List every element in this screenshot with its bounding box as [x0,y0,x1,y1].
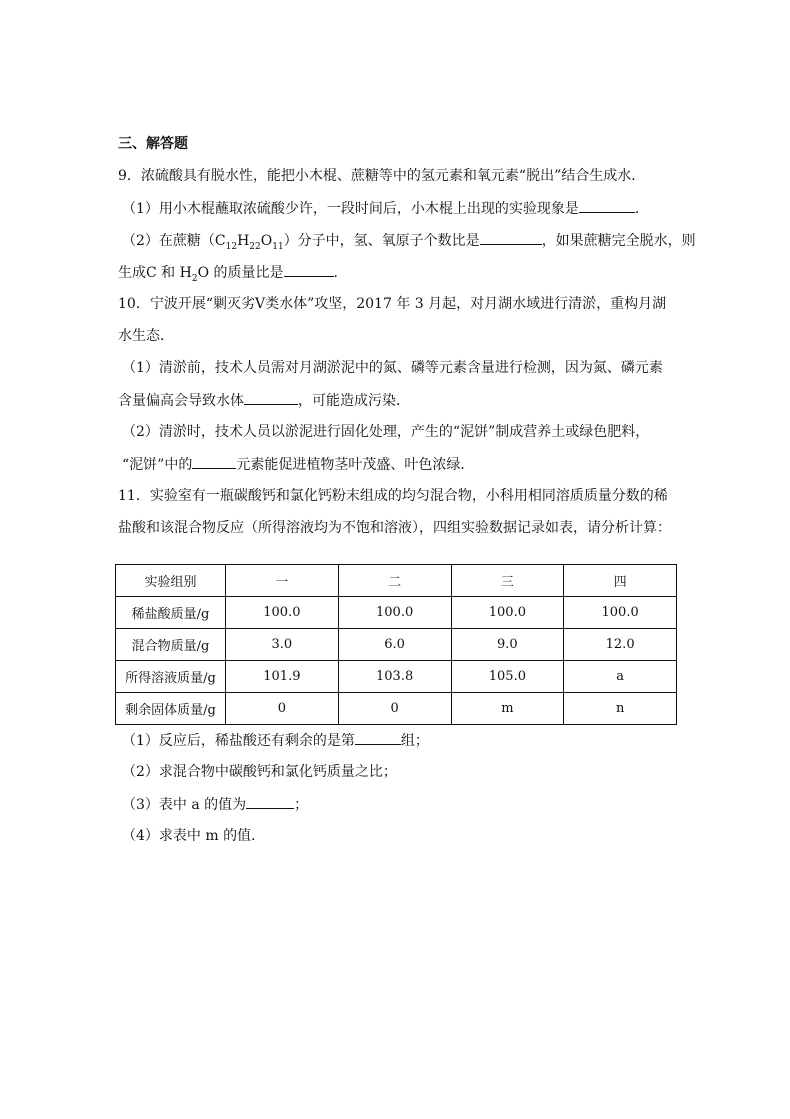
table-row [116,597,677,629]
q9-part2-question: ）分子中，氢、氧原子个数比是 [283,233,480,249]
q10-part1-line2 [118,390,410,411]
q9-part2-sub-h: 22 [249,241,261,252]
q10-stem-line2: 水生态． [118,328,174,344]
table-cell: n [564,693,677,725]
q11-part1-end: 组； [400,733,429,749]
table-header-cell: 三 [451,565,564,597]
table-row [116,629,677,661]
section-heading: 三、解答题 [118,136,188,152]
q9-part2-sub-c: 12 [225,241,238,252]
table-header-cell: 四 [564,565,677,597]
table-cell: 100.0 [564,597,677,629]
table-cell: m [451,693,564,725]
q9-part2-line2-end: ． [333,265,348,281]
q9-part2-blank-2 [284,262,334,277]
q10-part1-line1: （1）清淤前，技术人员需对月湖淤泥中的氮、磷等元素含量进行检测，因为氮、磷元素 [122,360,663,376]
table-cell: 12.0 [564,629,677,661]
q9-part2-line2-text: 生成C 和 H [118,265,192,281]
table-cell: 0 [338,693,451,725]
q9-stem: 9．浓硫酸具有脱水性，能把小木棍、蔗糖等中的氢元素和氧元素“脱出”结合生成水． [118,168,646,184]
q10-part2-end: 元素能促进植物茎叶茂盛、叶色浓绿． [236,457,475,473]
table-cell: 103.8 [338,661,451,693]
table-cell: 100.0 [451,597,564,629]
q11-part2: （2）求混合物中碳酸钙和氯化钙质量之比； [122,764,397,780]
table-cell: 100.0 [226,597,339,629]
table-header-row [116,565,677,597]
table-row [116,693,677,725]
q9-part2-line2-question: O 的质量比是 [197,265,284,281]
q11-stem-line2: 盐酸和该混合物反应（所得溶液均为不饱和溶液），四组实验数据记录如表，请分析计算： [118,520,671,536]
q11-part4: （4）求表中 m 的值． [122,828,266,844]
table-cell: 101.9 [226,661,339,693]
q11-part1-blank [355,730,401,745]
q9-part2-line2 [118,262,348,283]
q10-part2-line2 [122,454,474,475]
table-row-label: 剩余固体质量/g [116,693,226,725]
q11-stem-line1: 11．实验室有一瓶碳酸钙和氯化钙粉末组成的均匀混合物，小科用相同溶质质量分数的稀 [118,488,668,504]
q10-part1-blank [244,390,298,405]
table-row [116,661,677,693]
q11-part1 [122,730,429,751]
table-header-cell: 实验组别 [116,565,226,597]
table-cell: 3.0 [226,629,339,661]
experiment-data-table [115,564,677,725]
table-row-label: 所得溶液质量/g [116,661,226,693]
q10-stem-line1: 10．宁波开展“剿灭劣Ⅴ类水体”攻坚，2017 年 3 月起，对月湖水域进行清淤，重构月湖 [118,296,667,312]
q9-part1-text: （1）用小木棍蘸取浓硫酸少许，一段时间后，小木棍上出现的实验现象是 [122,201,579,217]
table-cell: 6.0 [338,629,451,661]
q11-part3-blank [246,794,294,809]
q10-part1-text: 含量偏高会导致水体 [118,393,244,409]
q9-part2 [122,230,696,251]
q9-part2-text: （2）在蔗糖（C [122,233,226,249]
q10-part2-blank [192,454,236,469]
q11-part1-text: （1）反应后，稀盐酸还有剩余的是第 [122,733,355,749]
q11-part3-text: （3）表中 a 的值为 [122,797,247,813]
q10-part2-text: “泥饼”中的 [122,457,193,473]
table-header-cell: 一 [226,565,339,597]
table-cell: a [564,661,677,693]
q9-part2-line2-sub: 2 [191,273,198,284]
q9-part2-sub-o: 11 [272,241,284,252]
table-cell: 9.0 [451,629,564,661]
q9-part2-cont: ，如果蔗糖完全脱水，则 [541,233,696,249]
q9-part2-blank-1 [480,230,542,245]
q11-part3-end: ； [294,797,309,813]
table-row-label: 稀盐酸质量/g [116,597,226,629]
table-cell: 100.0 [338,597,451,629]
q9-part1-blank [579,198,635,213]
table-cell: 105.0 [451,661,564,693]
q11-part3 [122,794,308,815]
q9-part2-h: H [237,233,250,249]
q9-part1 [122,198,649,219]
q10-part2-line1: （2）清淤时，技术人员以淤泥进行固化处理，产生的“泥饼”制成营养土或绿色肥料， [122,424,650,440]
q9-part2-o: O [260,233,273,249]
q10-part1-end: ，可能造成污染． [298,393,410,409]
q9-part1-end: ． [634,201,649,217]
table-header-cell: 二 [338,565,451,597]
table-row-label: 混合物质量/g [116,629,226,661]
table-cell: 0 [226,693,339,725]
